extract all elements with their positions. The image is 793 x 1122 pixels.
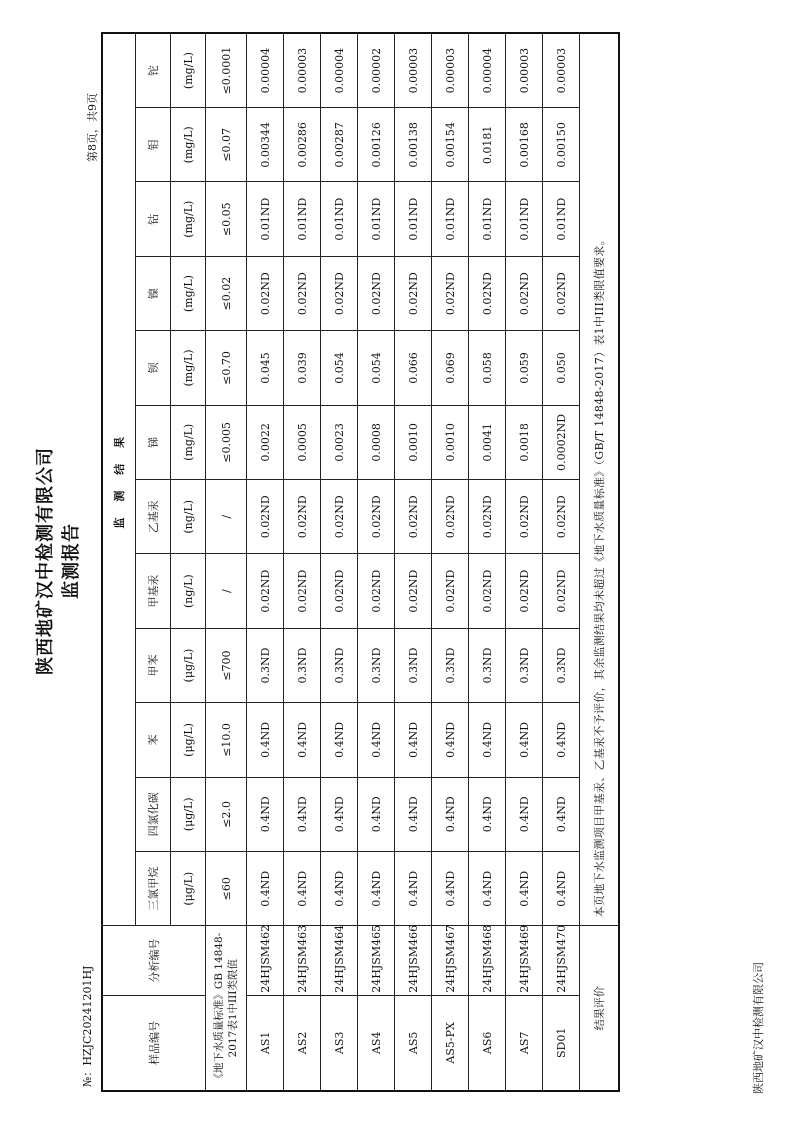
result-cell: 0.00004 xyxy=(247,33,284,108)
result-cell: 0.00003 xyxy=(432,33,469,108)
result-cell: 0.069 xyxy=(432,331,469,405)
table-row xyxy=(358,33,395,1091)
result-cell: 0.00154 xyxy=(432,108,469,182)
result-cell: 0.02ND xyxy=(247,256,284,330)
company-title: 陕西地矿汉中检测有限公司 xyxy=(35,447,56,675)
param-unit: (mg/L) xyxy=(171,33,206,108)
param-name: 苯 xyxy=(136,703,171,777)
param-name: 甲苯 xyxy=(136,628,171,702)
result-cell: 0.3ND xyxy=(395,628,432,702)
result-cell: 0.02ND xyxy=(247,480,284,554)
result-cell: 0.4ND xyxy=(395,703,432,777)
param-name: 镍 xyxy=(136,256,171,330)
result-cell: 0.3ND xyxy=(321,628,358,702)
result-cell: 0.02ND xyxy=(321,554,358,628)
result-cell: 0.02ND xyxy=(432,480,469,554)
sample-id: AS4 xyxy=(358,995,395,1091)
result-cell: 0.00003 xyxy=(543,33,580,108)
result-cell: 0.02ND xyxy=(247,554,284,628)
result-cell: 0.02ND xyxy=(543,256,580,330)
result-cell: 0.00150 xyxy=(543,108,580,182)
results-table xyxy=(101,32,620,1092)
result-cell: 0.4ND xyxy=(543,703,580,777)
result-cell: 0.3ND xyxy=(284,628,321,702)
param-limit: ≤2.0 xyxy=(206,777,247,851)
report-number: №：HZJC20241201HJ xyxy=(81,965,94,1087)
table-row xyxy=(284,33,321,1091)
result-cell: 0.0002ND xyxy=(543,405,580,479)
result-cell: 0.02ND xyxy=(321,480,358,554)
param-unit: (μg/L) xyxy=(171,852,206,926)
footer-company: 陕西地矿汉中检测有限公司 xyxy=(752,962,765,1094)
result-cell: 0.066 xyxy=(395,331,432,405)
result-cell: 0.01ND xyxy=(284,182,321,256)
param-name: 四氯化碳 xyxy=(136,777,171,851)
analysis-id: 24HJSM468 xyxy=(469,926,506,995)
result-cell: 0.0005 xyxy=(284,405,321,479)
result-cell: 0.02ND xyxy=(432,256,469,330)
param-limit: / xyxy=(206,480,247,554)
result-cell: 0.054 xyxy=(358,331,395,405)
result-cell: 0.00004 xyxy=(321,33,358,108)
param-limit: ≤60 xyxy=(206,852,247,926)
result-cell: 0.0018 xyxy=(506,405,543,479)
analysis-id: 24HJSM465 xyxy=(358,926,395,995)
result-cell: 0.00002 xyxy=(358,33,395,108)
analysis-id: 24HJSM463 xyxy=(284,926,321,995)
result-cell: 0.02ND xyxy=(358,554,395,628)
result-cell: 0.4ND xyxy=(321,852,358,926)
param-name: 三氯甲烷 xyxy=(136,852,171,926)
sample-id: AS6 xyxy=(469,995,506,1091)
param-name: 钼 xyxy=(136,108,171,182)
result-cell: 0.4ND xyxy=(469,852,506,926)
result-cell: 0.02ND xyxy=(543,480,580,554)
result-cell: 0.4ND xyxy=(358,703,395,777)
result-cell: 0.4ND xyxy=(247,777,284,851)
result-cell: 0.02ND xyxy=(358,256,395,330)
result-cell: 0.3ND xyxy=(469,628,506,702)
results-group-header: 监 测 结 果 xyxy=(102,33,136,926)
result-cell: 0.4ND xyxy=(284,703,321,777)
result-cell: 0.02ND xyxy=(395,480,432,554)
result-cell: 0.00126 xyxy=(358,108,395,182)
standard-row xyxy=(206,33,247,1091)
evaluation-label: 结果评价 xyxy=(580,926,620,1091)
param-limit: ≤0.05 xyxy=(206,182,247,256)
param-unit: (μg/L) xyxy=(171,777,206,851)
result-cell: 0.00003 xyxy=(506,33,543,108)
param-unit: (mg/L) xyxy=(171,256,206,330)
result-cell: 0.00138 xyxy=(395,108,432,182)
report-title: 监测报告 xyxy=(61,523,82,599)
analysis-id: 24HJSM466 xyxy=(395,926,432,995)
result-cell: 0.4ND xyxy=(284,777,321,851)
table-row xyxy=(247,33,284,1091)
result-cell: 0.4ND xyxy=(432,703,469,777)
result-cell: 0.02ND xyxy=(543,554,580,628)
result-cell: 0.4ND xyxy=(284,852,321,926)
param-name: 锑 xyxy=(136,405,171,479)
param-unit: (mg/L) xyxy=(171,108,206,182)
result-cell: 0.4ND xyxy=(432,777,469,851)
result-cell: 0.00003 xyxy=(284,33,321,108)
result-cell: 0.01ND xyxy=(321,182,358,256)
result-cell: 0.0010 xyxy=(395,405,432,479)
result-cell: 0.0023 xyxy=(321,405,358,479)
param-unit: (μg/L) xyxy=(171,703,206,777)
result-cell: 0.4ND xyxy=(395,852,432,926)
result-cell: 0.0008 xyxy=(358,405,395,479)
sample-id: AS2 xyxy=(284,995,321,1091)
analysis-id: 24HJSM469 xyxy=(506,926,543,995)
result-cell: 0.00286 xyxy=(284,108,321,182)
result-cell: 0.02ND xyxy=(284,256,321,330)
param-limit: ≤0.07 xyxy=(206,108,247,182)
result-cell: 0.02ND xyxy=(506,480,543,554)
result-cell: 0.02ND xyxy=(395,256,432,330)
result-cell: 0.01ND xyxy=(247,182,284,256)
result-cell: 0.4ND xyxy=(469,777,506,851)
result-cell: 0.01ND xyxy=(395,182,432,256)
sample-id: AS5 xyxy=(395,995,432,1091)
result-cell: 0.4ND xyxy=(543,777,580,851)
result-cell: 0.4ND xyxy=(469,703,506,777)
sample-id: AS5-PX xyxy=(432,995,469,1091)
analysis-id: 24HJSM462 xyxy=(247,926,284,995)
param-name: 钡 xyxy=(136,331,171,405)
sample-id: SD01 xyxy=(543,995,580,1091)
result-cell: 0.0010 xyxy=(432,405,469,479)
evaluation-text: 本页地下水监测项目甲基汞、乙基汞不予评价，其余监测结果均未超过《地下水质量标准》（GB/T 14848-2017）表1中III类限值要求。 xyxy=(580,33,620,926)
result-cell: 0.0022 xyxy=(247,405,284,479)
sample-id: AS3 xyxy=(321,995,358,1091)
result-cell: 0.02ND xyxy=(469,256,506,330)
result-cell: 0.01ND xyxy=(469,182,506,256)
result-cell: 0.3ND xyxy=(247,628,284,702)
param-name: 钴 xyxy=(136,182,171,256)
result-cell: 0.01ND xyxy=(506,182,543,256)
result-cell: 0.02ND xyxy=(284,554,321,628)
param-unit: (ng/L) xyxy=(171,554,206,628)
result-cell: 0.02ND xyxy=(506,256,543,330)
result-cell: 0.3ND xyxy=(543,628,580,702)
table-row xyxy=(395,33,432,1091)
result-cell: 0.4ND xyxy=(321,777,358,851)
result-cell: 0.00168 xyxy=(506,108,543,182)
analysis-id: 24HJSM464 xyxy=(321,926,358,995)
page-indicator: 第8页，共9页 xyxy=(86,93,99,162)
result-cell: 0.02ND xyxy=(469,554,506,628)
result-cell: 0.0041 xyxy=(469,405,506,479)
result-cell: 0.0181 xyxy=(469,108,506,182)
param-limit: ≤10.0 xyxy=(206,703,247,777)
param-limit: ≤0.005 xyxy=(206,405,247,479)
result-cell: 0.02ND xyxy=(358,480,395,554)
result-cell: 0.02ND xyxy=(284,480,321,554)
result-cell: 0.02ND xyxy=(395,554,432,628)
result-cell: 0.039 xyxy=(284,331,321,405)
analysis-id: 24HJSM470 xyxy=(543,926,580,995)
result-cell: 0.059 xyxy=(506,331,543,405)
param-limit: ≤0.02 xyxy=(206,256,247,330)
result-cell: 0.4ND xyxy=(247,852,284,926)
param-unit: (μg/L) xyxy=(171,628,206,702)
result-cell: 0.00003 xyxy=(395,33,432,108)
result-cell: 0.4ND xyxy=(543,852,580,926)
result-cell: 0.02ND xyxy=(321,256,358,330)
result-cell: 0.4ND xyxy=(506,852,543,926)
result-cell: 0.4ND xyxy=(321,703,358,777)
result-cell: 0.3ND xyxy=(506,628,543,702)
param-unit: (ng/L) xyxy=(171,480,206,554)
result-cell: 0.054 xyxy=(321,331,358,405)
result-cell: 0.01ND xyxy=(543,182,580,256)
param-limit: / xyxy=(206,554,247,628)
param-name: 甲基汞 xyxy=(136,554,171,628)
result-cell: 0.4ND xyxy=(247,703,284,777)
result-cell: 0.02ND xyxy=(432,554,469,628)
result-cell: 0.00004 xyxy=(469,33,506,108)
sample-id-header: 样品编号 xyxy=(102,995,206,1091)
result-cell: 0.058 xyxy=(469,331,506,405)
result-cell: 0.02ND xyxy=(506,554,543,628)
result-cell: 0.4ND xyxy=(395,777,432,851)
result-cell: 0.02ND xyxy=(469,480,506,554)
result-cell: 0.4ND xyxy=(506,777,543,851)
param-unit: (mg/L) xyxy=(171,182,206,256)
table-row xyxy=(543,33,580,1091)
table-row xyxy=(321,33,358,1091)
param-limit: ≤0.70 xyxy=(206,331,247,405)
param-limit: ≤0.0001 xyxy=(206,33,247,108)
sample-id: AS1 xyxy=(247,995,284,1091)
result-cell: 0.4ND xyxy=(358,777,395,851)
result-cell: 0.01ND xyxy=(432,182,469,256)
result-cell: 0.045 xyxy=(247,331,284,405)
result-cell: 0.4ND xyxy=(358,852,395,926)
param-unit: (mg/L) xyxy=(171,405,206,479)
table-row xyxy=(432,33,469,1091)
sample-id: AS7 xyxy=(506,995,543,1091)
param-unit: (mg/L) xyxy=(171,331,206,405)
evaluation-row xyxy=(580,33,620,1091)
result-cell: 0.4ND xyxy=(506,703,543,777)
result-cell: 0.01ND xyxy=(358,182,395,256)
result-cell: 0.3ND xyxy=(432,628,469,702)
analysis-id: 24HJSM467 xyxy=(432,926,469,995)
param-name: 铊 xyxy=(136,33,171,108)
standard-label: 《地下水质量标准》GB 14848-2017表1中III类限值 xyxy=(206,926,247,1091)
result-cell: 0.3ND xyxy=(358,628,395,702)
table-row xyxy=(469,33,506,1091)
header-row-group xyxy=(102,33,136,1091)
result-cell: 0.4ND xyxy=(432,852,469,926)
result-cell: 0.050 xyxy=(543,331,580,405)
param-name: 乙基汞 xyxy=(136,480,171,554)
analysis-id-header: 分析编号 xyxy=(102,926,206,995)
result-cell: 0.00287 xyxy=(321,108,358,182)
result-cell: 0.00344 xyxy=(247,108,284,182)
table-row xyxy=(506,33,543,1091)
param-limit: ≤700 xyxy=(206,628,247,702)
